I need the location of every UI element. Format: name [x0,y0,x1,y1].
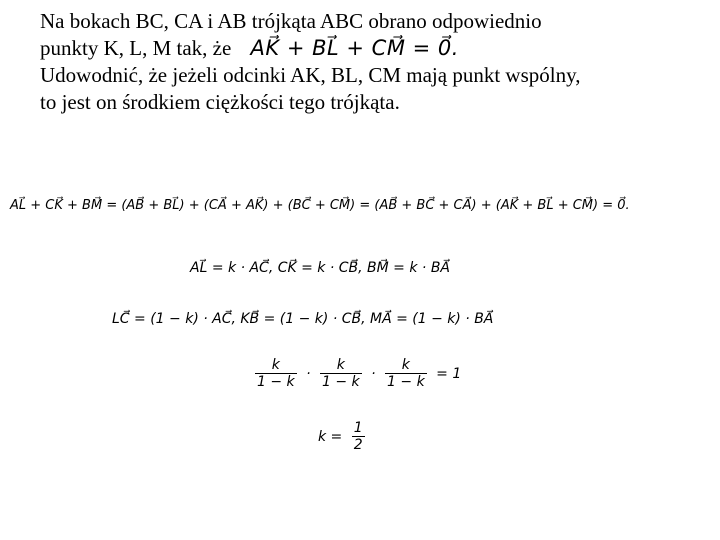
problem-line-4: to jest on środkiem ciężkości tego trójkąta. [40,90,400,114]
vector-sum-equation: AK⃗ + BL⃗ + CM⃗ = 0⃗. [250,36,459,60]
result-k-equals-half [316,420,368,453]
dot-operator-2: · [371,365,376,382]
solution-k-equations: AL⃗ = k · AC⃗, CK⃗ = k · CB⃗, BM⃗ = k · BA⃗ [190,260,450,276]
result-fraction: $\frac{1}{2}$ [353,420,363,453]
solution-one-minus-k-equations: LC⃗ = (1 − k) · AC⃗, KB⃗ = (1 − k) · CB⃗, MA⃗ = (1 − k) · BA⃗ [112,311,494,327]
problem-line-3: Udowodnić, że jeżeli odcinki AK, BL, CM mają punkt wspólny, [40,63,581,87]
fraction-2: $\frac{k}{1 - k}$ [322,357,360,390]
equals-one: = 1 [436,365,462,382]
ceva-product-equation [252,357,463,390]
problem-statement [40,8,710,116]
problem-line-2-text: punkty K, L, M tak, że [40,36,232,60]
fraction-3: $\frac{k}{1 - k}$ [387,357,425,390]
problem-line-1: Na bokach BC, CA i AB trójkąta ABC obrano odpowiednio [40,9,542,33]
problem-line-2 [40,35,710,62]
solution-sum-equation: AL⃗ + CK⃗ + BM⃗ = (AB⃗ + BL⃗) + (CA⃗ + AK⃗) + (BC⃗ + CM⃗) = (AB⃗ + BC⃗ + CA⃗) + (AK⃗ + BL⃗ + CM⃗) = 0⃗. [10,198,630,213]
result-lhs: k = [318,428,343,445]
dot-operator-1: · [306,365,311,382]
fraction-1: $\frac{k}{1 - k}$ [257,357,295,390]
